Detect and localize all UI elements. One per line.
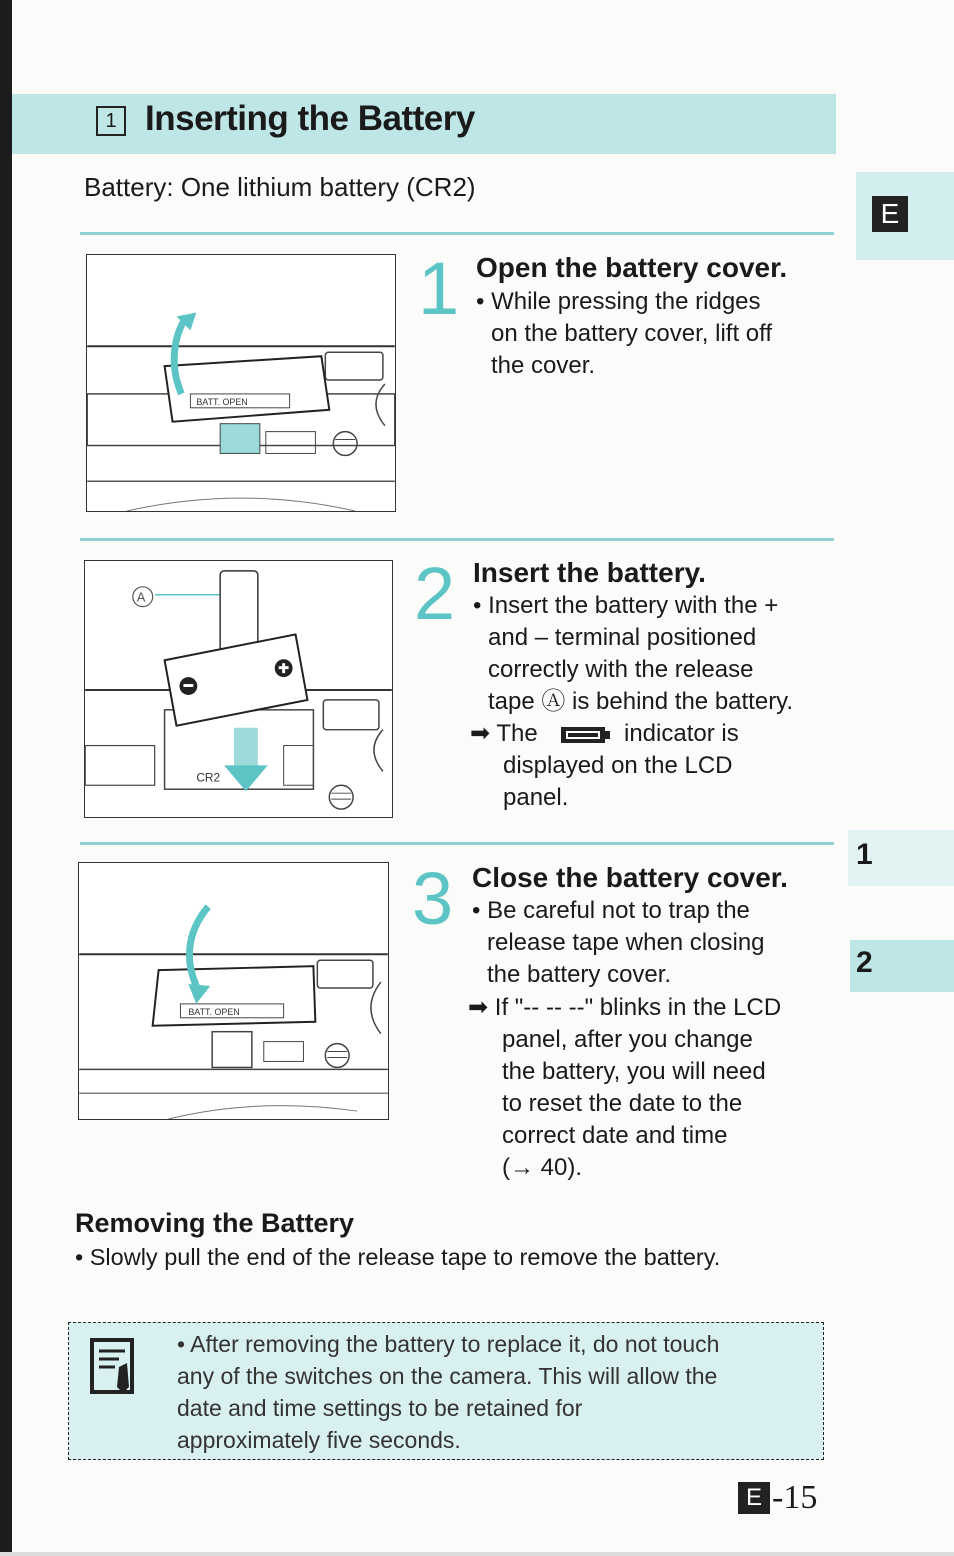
step-3-result-line-3: the battery, you will need (502, 1058, 766, 1085)
step-1-number: 1 (418, 247, 460, 330)
page-title: Inserting the Battery (145, 99, 475, 138)
figure-open-cover (86, 254, 396, 512)
divider-2 (80, 538, 834, 541)
step-1-line-3: the cover. (491, 352, 596, 379)
fig2-cr2-label: CR2 (196, 770, 221, 785)
battery-subtitle: Battery: One lithium battery (CR2) (84, 172, 476, 202)
note-box (68, 1322, 824, 1460)
step-2-title: Insert the battery. (473, 557, 706, 588)
step-2-line-3: correctly with the release (488, 656, 754, 683)
step-2-line-2: and – terminal positioned (488, 624, 757, 651)
fig2-callout-label: A (136, 589, 146, 605)
note-line-3: date and time settings to be retained for (177, 1395, 583, 1421)
chapter-tab-2-label: 2 (856, 946, 873, 979)
step-3-line-1: • Be careful not to trap the (472, 897, 750, 924)
step-3-line-2: release tape when closing (487, 929, 765, 956)
step-2-result-line-2: indicator is (624, 720, 739, 747)
divider-1 (80, 232, 834, 235)
page-number-digits: -15 (772, 1479, 818, 1516)
step-3-result-line-6: (→ 40). (502, 1154, 583, 1181)
divider-3 (80, 842, 834, 845)
removing-battery-heading: Removing the Battery (75, 1208, 355, 1238)
page-number-prefix: E (738, 1482, 770, 1514)
fig3-batt-open-label: BATT. OPEN (188, 1006, 240, 1017)
removing-battery-text: • Slowly pull the end of the release tape to remove the battery. (75, 1244, 721, 1270)
step-2-result-line-1: ➡ The (470, 720, 538, 747)
step-3-line-3: the battery cover. (487, 961, 672, 988)
step-2-line-4: tape Ⓐ is behind the battery. (488, 688, 794, 715)
step-1-line-2: on the battery cover, lift off (491, 320, 773, 347)
note-line-1: • After removing the battery to replace it, do not touch (177, 1331, 720, 1357)
note-line-2: any of the switches on the camera. This will allow the (177, 1363, 718, 1389)
step-3-result-line-1: ➡ If "-- -- --" blinks in the LCD (468, 994, 782, 1021)
step-3-result-line-2: panel, after you change (502, 1026, 753, 1053)
step-3-result-line-5: correct date and time (502, 1122, 728, 1149)
step-1-line-1: • While pressing the ridges (476, 288, 761, 315)
step-2-result-line-3: displayed on the LCD (503, 752, 733, 779)
fig1-batt-open-label: BATT. OPEN (196, 396, 248, 407)
battery-indicator-icon (560, 725, 612, 745)
figure-close-cover (78, 862, 389, 1120)
step-2-line-1: • Insert the battery with the + (473, 592, 779, 619)
step-3-result-line-4: to reset the date to the (502, 1090, 743, 1117)
step-2-result-line-4: panel. (503, 784, 569, 811)
language-tab-letter: E (872, 196, 908, 232)
figure-insert-battery (84, 560, 393, 818)
step-3-number: 3 (412, 857, 454, 940)
language-tab (856, 172, 954, 260)
section-number-box: 1 (96, 106, 126, 136)
step-2-number: 2 (414, 552, 456, 635)
page-bottom-edge (0, 1552, 954, 1556)
note-line-4: approximately five seconds. (177, 1427, 461, 1453)
step-1-title: Open the battery cover. (476, 252, 788, 283)
page-number (738, 1480, 817, 1516)
page-left-edge (0, 0, 12, 1556)
chapter-tab-1-label: 1 (856, 838, 873, 871)
memo-icon (89, 1337, 139, 1397)
step-3-title: Close the battery cover. (472, 862, 788, 893)
